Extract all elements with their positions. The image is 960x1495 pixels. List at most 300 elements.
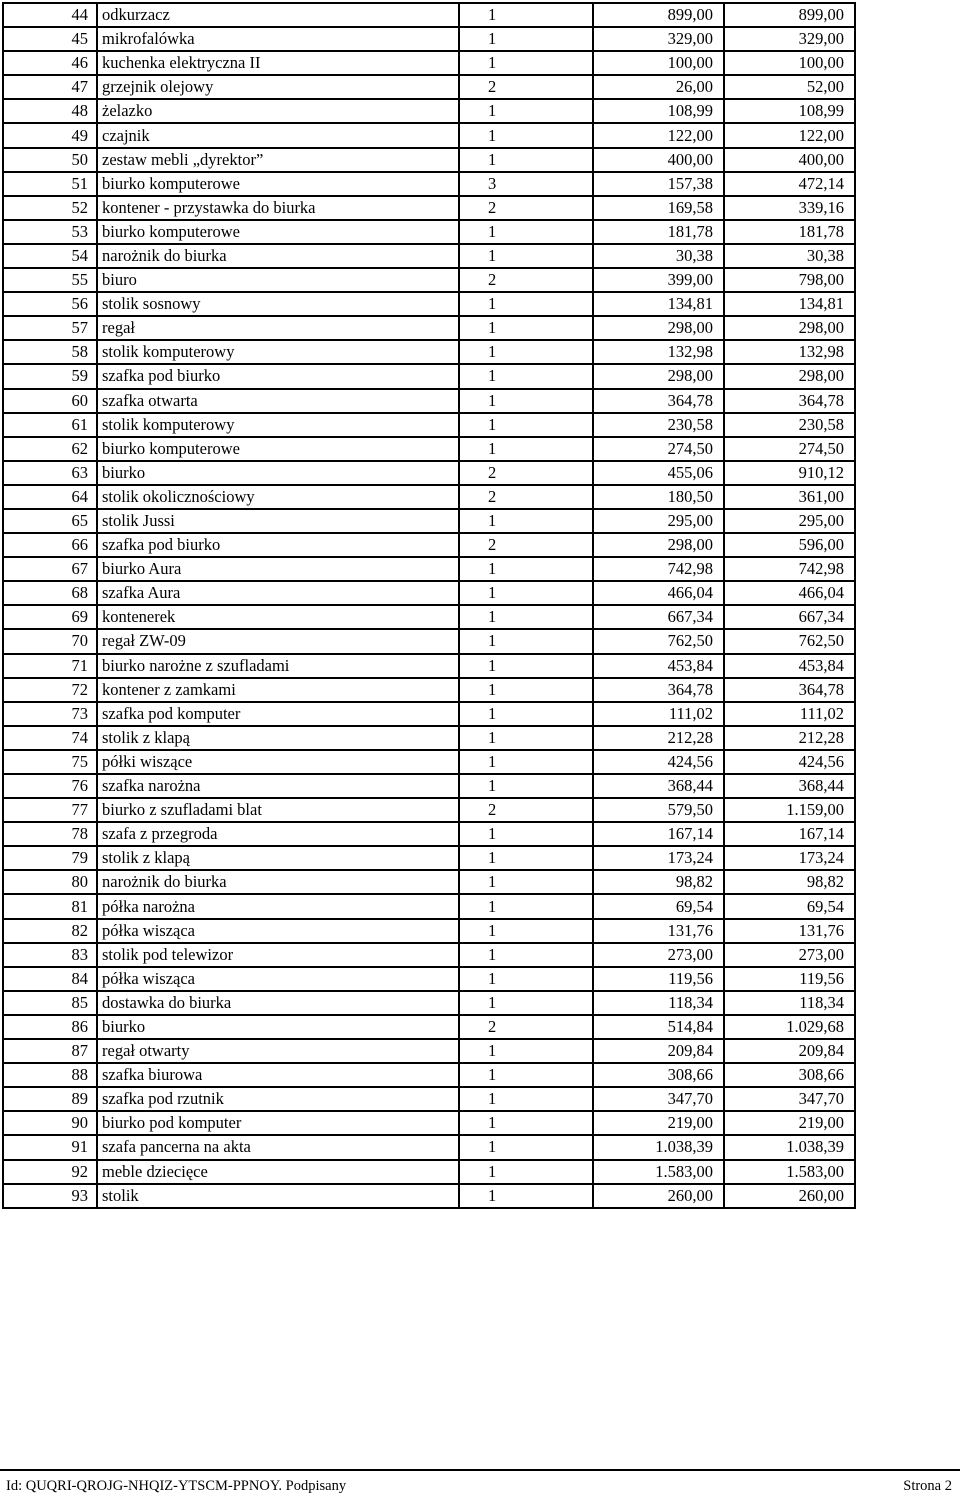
unit-price-cell: 69,54	[593, 894, 724, 918]
unit-price-cell: 212,28	[593, 726, 724, 750]
table-row	[3, 364, 855, 388]
quantity-cell: 1	[459, 726, 593, 750]
row-number-cell: 72	[3, 678, 97, 702]
quantity-cell: 1	[459, 822, 593, 846]
item-name-cell: biurko komputerowe	[97, 172, 459, 196]
total-value-cell: 132,98	[724, 340, 855, 364]
unit-price-cell: 209,84	[593, 1039, 724, 1063]
row-number-cell: 71	[3, 654, 97, 678]
total-value-cell: 131,76	[724, 919, 855, 943]
row-number-cell: 51	[3, 172, 97, 196]
item-name-cell: szafka otwarta	[97, 389, 459, 413]
quantity-cell: 2	[459, 798, 593, 822]
row-number-cell: 49	[3, 123, 97, 147]
item-name-cell: odkurzacz	[97, 3, 459, 27]
total-value-cell: 108,99	[724, 99, 855, 123]
quantity-cell: 1	[459, 870, 593, 894]
quantity-cell: 1	[459, 678, 593, 702]
row-number-cell: 55	[3, 268, 97, 292]
total-value-cell: 122,00	[724, 123, 855, 147]
total-value-cell: 167,14	[724, 822, 855, 846]
table-row	[3, 3, 855, 27]
table-row	[3, 485, 855, 509]
table-row	[3, 991, 855, 1015]
quantity-cell: 1	[459, 750, 593, 774]
item-name-cell: stolik komputerowy	[97, 340, 459, 364]
item-name-cell: biurko	[97, 1015, 459, 1039]
item-name-cell: narożnik do biurka	[97, 244, 459, 268]
row-number-cell: 61	[3, 413, 97, 437]
quantity-cell: 1	[459, 605, 593, 629]
row-number-cell: 46	[3, 51, 97, 75]
quantity-cell: 1	[459, 846, 593, 870]
item-name-cell: stolik z klapą	[97, 726, 459, 750]
quantity-cell: 1	[459, 1039, 593, 1063]
quantity-cell: 1	[459, 991, 593, 1015]
table-row	[3, 605, 855, 629]
table-row	[3, 1039, 855, 1063]
quantity-cell: 1	[459, 364, 593, 388]
item-name-cell: szafa pancerna na akta	[97, 1135, 459, 1159]
page-number: Strona 2	[903, 1478, 952, 1494]
row-number-cell: 85	[3, 991, 97, 1015]
table-row	[3, 509, 855, 533]
table-row	[3, 123, 855, 147]
row-number-cell: 87	[3, 1039, 97, 1063]
item-name-cell: meble dziecięce	[97, 1160, 459, 1184]
item-name-cell: szafka Aura	[97, 581, 459, 605]
item-name-cell: biurko pod komputer	[97, 1111, 459, 1135]
unit-price-cell: 260,00	[593, 1184, 724, 1208]
row-number-cell: 65	[3, 509, 97, 533]
row-number-cell: 88	[3, 1063, 97, 1087]
total-value-cell: 762,50	[724, 629, 855, 653]
total-value-cell: 899,00	[724, 3, 855, 27]
total-value-cell: 466,04	[724, 581, 855, 605]
item-name-cell: biurko komputerowe	[97, 437, 459, 461]
quantity-cell: 1	[459, 3, 593, 27]
document-id-signature: Id: QUQRI-QROJG-NHQIZ-YTSCM-PPNOY. Podpisany	[6, 1478, 347, 1494]
item-name-cell: biurko narożne z szufladami	[97, 654, 459, 678]
table-row	[3, 413, 855, 437]
unit-price-cell: 368,44	[593, 774, 724, 798]
quantity-cell: 2	[459, 196, 593, 220]
total-value-cell: 1.583,00	[724, 1160, 855, 1184]
row-number-cell: 64	[3, 485, 97, 509]
table-row	[3, 1184, 855, 1208]
row-number-cell: 75	[3, 750, 97, 774]
row-number-cell: 89	[3, 1087, 97, 1111]
total-value-cell: 667,34	[724, 605, 855, 629]
quantity-cell: 2	[459, 533, 593, 557]
total-value-cell: 181,78	[724, 220, 855, 244]
quantity-cell: 2	[459, 485, 593, 509]
row-number-cell: 48	[3, 99, 97, 123]
table-row	[3, 1135, 855, 1159]
quantity-cell: 1	[459, 220, 593, 244]
table-row	[3, 533, 855, 557]
table-row	[3, 654, 855, 678]
table-row	[3, 798, 855, 822]
table-row	[3, 726, 855, 750]
table-row	[3, 581, 855, 605]
unit-price-cell: 119,56	[593, 967, 724, 991]
unit-price-cell: 30,38	[593, 244, 724, 268]
total-value-cell: 209,84	[724, 1039, 855, 1063]
item-name-cell: półki wiszące	[97, 750, 459, 774]
total-value-cell: 742,98	[724, 557, 855, 581]
row-number-cell: 70	[3, 629, 97, 653]
item-name-cell: stolik	[97, 1184, 459, 1208]
row-number-cell: 44	[3, 3, 97, 27]
quantity-cell: 1	[459, 967, 593, 991]
total-value-cell: 173,24	[724, 846, 855, 870]
row-number-cell: 59	[3, 364, 97, 388]
item-name-cell: kontener z zamkami	[97, 678, 459, 702]
unit-price-cell: 131,76	[593, 919, 724, 943]
item-name-cell: kontener - przystawka do biurka	[97, 196, 459, 220]
row-number-cell: 73	[3, 702, 97, 726]
table-row	[3, 894, 855, 918]
row-number-cell: 80	[3, 870, 97, 894]
row-number-cell: 58	[3, 340, 97, 364]
item-name-cell: szafka pod biurko	[97, 533, 459, 557]
quantity-cell: 1	[459, 1111, 593, 1135]
quantity-cell: 1	[459, 413, 593, 437]
inventory-table-body	[3, 3, 855, 1208]
total-value-cell: 453,84	[724, 654, 855, 678]
table-row	[3, 99, 855, 123]
table-row	[3, 870, 855, 894]
item-name-cell: stolik pod telewizor	[97, 943, 459, 967]
table-row	[3, 268, 855, 292]
row-number-cell: 83	[3, 943, 97, 967]
unit-price-cell: 899,00	[593, 3, 724, 27]
table-row	[3, 919, 855, 943]
unit-price-cell: 180,50	[593, 485, 724, 509]
unit-price-cell: 579,50	[593, 798, 724, 822]
unit-price-cell: 1.038,39	[593, 1135, 724, 1159]
item-name-cell: stolik z klapą	[97, 846, 459, 870]
unit-price-cell: 157,38	[593, 172, 724, 196]
total-value-cell: 400,00	[724, 148, 855, 172]
total-value-cell: 100,00	[724, 51, 855, 75]
unit-price-cell: 100,00	[593, 51, 724, 75]
table-row	[3, 220, 855, 244]
item-name-cell: regał ZW-09	[97, 629, 459, 653]
total-value-cell: 308,66	[724, 1063, 855, 1087]
page-footer	[0, 1469, 960, 1495]
quantity-cell: 1	[459, 557, 593, 581]
unit-price-cell: 298,00	[593, 316, 724, 340]
row-number-cell: 78	[3, 822, 97, 846]
total-value-cell: 596,00	[724, 533, 855, 557]
item-name-cell: regał	[97, 316, 459, 340]
quantity-cell: 1	[459, 654, 593, 678]
item-name-cell: dostawka do biurka	[97, 991, 459, 1015]
item-name-cell: szafka pod rzutnik	[97, 1087, 459, 1111]
table-row	[3, 196, 855, 220]
table-row	[3, 1111, 855, 1135]
item-name-cell: biurko z szufladami blat	[97, 798, 459, 822]
quantity-cell: 2	[459, 461, 593, 485]
table-row	[3, 75, 855, 99]
total-value-cell: 118,34	[724, 991, 855, 1015]
total-value-cell: 1.029,68	[724, 1015, 855, 1039]
item-name-cell: półka wisząca	[97, 919, 459, 943]
total-value-cell: 329,00	[724, 27, 855, 51]
item-name-cell: półka narożna	[97, 894, 459, 918]
item-name-cell: żelazko	[97, 99, 459, 123]
item-name-cell: szafka narożna	[97, 774, 459, 798]
table-row	[3, 1160, 855, 1184]
unit-price-cell: 230,58	[593, 413, 724, 437]
item-name-cell: kuchenka elektryczna II	[97, 51, 459, 75]
row-number-cell: 76	[3, 774, 97, 798]
unit-price-cell: 298,00	[593, 533, 724, 557]
quantity-cell: 1	[459, 244, 593, 268]
row-number-cell: 53	[3, 220, 97, 244]
row-number-cell: 68	[3, 581, 97, 605]
row-number-cell: 67	[3, 557, 97, 581]
unit-price-cell: 329,00	[593, 27, 724, 51]
table-row	[3, 51, 855, 75]
total-value-cell: 273,00	[724, 943, 855, 967]
row-number-cell: 77	[3, 798, 97, 822]
row-number-cell: 45	[3, 27, 97, 51]
quantity-cell: 1	[459, 389, 593, 413]
quantity-cell: 1	[459, 581, 593, 605]
unit-price-cell: 219,00	[593, 1111, 724, 1135]
quantity-cell: 1	[459, 99, 593, 123]
quantity-cell: 1	[459, 1063, 593, 1087]
total-value-cell: 295,00	[724, 509, 855, 533]
unit-price-cell: 347,70	[593, 1087, 724, 1111]
unit-price-cell: 108,99	[593, 99, 724, 123]
unit-price-cell: 173,24	[593, 846, 724, 870]
unit-price-cell: 400,00	[593, 148, 724, 172]
total-value-cell: 910,12	[724, 461, 855, 485]
item-name-cell: szafka pod biurko	[97, 364, 459, 388]
table-row	[3, 340, 855, 364]
table-row	[3, 1015, 855, 1039]
item-name-cell: stolik Jussi	[97, 509, 459, 533]
total-value-cell: 798,00	[724, 268, 855, 292]
unit-price-cell: 98,82	[593, 870, 724, 894]
quantity-cell: 3	[459, 172, 593, 196]
item-name-cell: czajnik	[97, 123, 459, 147]
table-row	[3, 461, 855, 485]
quantity-cell: 2	[459, 268, 593, 292]
total-value-cell: 472,14	[724, 172, 855, 196]
row-number-cell: 52	[3, 196, 97, 220]
quantity-cell: 1	[459, 1135, 593, 1159]
unit-price-cell: 169,58	[593, 196, 724, 220]
item-name-cell: stolik okolicznościowy	[97, 485, 459, 509]
item-name-cell: półka wisząca	[97, 967, 459, 991]
item-name-cell: zestaw mebli „dyrektor”	[97, 148, 459, 172]
table-row	[3, 292, 855, 316]
quantity-cell: 1	[459, 123, 593, 147]
total-value-cell: 111,02	[724, 702, 855, 726]
total-value-cell: 1.159,00	[724, 798, 855, 822]
item-name-cell: stolik sosnowy	[97, 292, 459, 316]
table-row	[3, 437, 855, 461]
total-value-cell: 98,82	[724, 870, 855, 894]
row-number-cell: 74	[3, 726, 97, 750]
total-value-cell: 364,78	[724, 678, 855, 702]
row-number-cell: 57	[3, 316, 97, 340]
table-row	[3, 557, 855, 581]
unit-price-cell: 295,00	[593, 509, 724, 533]
row-number-cell: 66	[3, 533, 97, 557]
unit-price-cell: 274,50	[593, 437, 724, 461]
row-number-cell: 79	[3, 846, 97, 870]
table-row	[3, 822, 855, 846]
quantity-cell: 1	[459, 27, 593, 51]
row-number-cell: 54	[3, 244, 97, 268]
table-row	[3, 678, 855, 702]
total-value-cell: 230,58	[724, 413, 855, 437]
row-number-cell: 90	[3, 1111, 97, 1135]
unit-price-cell: 273,00	[593, 943, 724, 967]
unit-price-cell: 181,78	[593, 220, 724, 244]
total-value-cell: 30,38	[724, 244, 855, 268]
table-row	[3, 967, 855, 991]
total-value-cell: 298,00	[724, 316, 855, 340]
total-value-cell: 424,56	[724, 750, 855, 774]
quantity-cell: 1	[459, 51, 593, 75]
unit-price-cell: 308,66	[593, 1063, 724, 1087]
item-name-cell: regał otwarty	[97, 1039, 459, 1063]
quantity-cell: 2	[459, 1015, 593, 1039]
unit-price-cell: 167,14	[593, 822, 724, 846]
quantity-cell: 1	[459, 316, 593, 340]
row-number-cell: 81	[3, 894, 97, 918]
total-value-cell: 219,00	[724, 1111, 855, 1135]
quantity-cell: 1	[459, 1184, 593, 1208]
row-number-cell: 50	[3, 148, 97, 172]
unit-price-cell: 667,34	[593, 605, 724, 629]
total-value-cell: 368,44	[724, 774, 855, 798]
table-row	[3, 1063, 855, 1087]
table-row	[3, 943, 855, 967]
row-number-cell: 69	[3, 605, 97, 629]
total-value-cell: 274,50	[724, 437, 855, 461]
unit-price-cell: 762,50	[593, 629, 724, 653]
total-value-cell: 1.038,39	[724, 1135, 855, 1159]
item-name-cell: szafa z przegroda	[97, 822, 459, 846]
row-number-cell: 82	[3, 919, 97, 943]
total-value-cell: 134,81	[724, 292, 855, 316]
quantity-cell: 1	[459, 340, 593, 364]
item-name-cell: biuro	[97, 268, 459, 292]
unit-price-cell: 1.583,00	[593, 1160, 724, 1184]
row-number-cell: 93	[3, 1184, 97, 1208]
table-row	[3, 172, 855, 196]
item-name-cell: biurko komputerowe	[97, 220, 459, 244]
table-row	[3, 750, 855, 774]
item-name-cell: kontenerek	[97, 605, 459, 629]
item-name-cell: szafka biurowa	[97, 1063, 459, 1087]
table-row	[3, 1087, 855, 1111]
quantity-cell: 1	[459, 943, 593, 967]
item-name-cell: szafka pod komputer	[97, 702, 459, 726]
unit-price-cell: 514,84	[593, 1015, 724, 1039]
row-number-cell: 62	[3, 437, 97, 461]
unit-price-cell: 453,84	[593, 654, 724, 678]
total-value-cell: 69,54	[724, 894, 855, 918]
total-value-cell: 364,78	[724, 389, 855, 413]
item-name-cell: grzejnik olejowy	[97, 75, 459, 99]
item-name-cell: biurko	[97, 461, 459, 485]
inventory-table	[2, 2, 856, 1209]
quantity-cell: 1	[459, 894, 593, 918]
table-row	[3, 702, 855, 726]
total-value-cell: 260,00	[724, 1184, 855, 1208]
table-row	[3, 846, 855, 870]
unit-price-cell: 134,81	[593, 292, 724, 316]
row-number-cell: 92	[3, 1160, 97, 1184]
row-number-cell: 91	[3, 1135, 97, 1159]
unit-price-cell: 466,04	[593, 581, 724, 605]
quantity-cell: 1	[459, 292, 593, 316]
item-name-cell: stolik komputerowy	[97, 413, 459, 437]
row-number-cell: 84	[3, 967, 97, 991]
item-name-cell: biurko Aura	[97, 557, 459, 581]
quantity-cell: 1	[459, 509, 593, 533]
total-value-cell: 361,00	[724, 485, 855, 509]
table-row	[3, 389, 855, 413]
unit-price-cell: 111,02	[593, 702, 724, 726]
unit-price-cell: 742,98	[593, 557, 724, 581]
row-number-cell: 56	[3, 292, 97, 316]
total-value-cell: 347,70	[724, 1087, 855, 1111]
total-value-cell: 298,00	[724, 364, 855, 388]
quantity-cell: 1	[459, 629, 593, 653]
unit-price-cell: 122,00	[593, 123, 724, 147]
quantity-cell: 1	[459, 1160, 593, 1184]
unit-price-cell: 132,98	[593, 340, 724, 364]
total-value-cell: 119,56	[724, 967, 855, 991]
table-row	[3, 316, 855, 340]
unit-price-cell: 298,00	[593, 364, 724, 388]
unit-price-cell: 455,06	[593, 461, 724, 485]
table-row	[3, 629, 855, 653]
quantity-cell: 1	[459, 774, 593, 798]
quantity-cell: 1	[459, 919, 593, 943]
quantity-cell: 2	[459, 75, 593, 99]
table-row	[3, 774, 855, 798]
unit-price-cell: 118,34	[593, 991, 724, 1015]
total-value-cell: 212,28	[724, 726, 855, 750]
quantity-cell: 1	[459, 148, 593, 172]
table-row	[3, 27, 855, 51]
row-number-cell: 60	[3, 389, 97, 413]
unit-price-cell: 364,78	[593, 389, 724, 413]
unit-price-cell: 26,00	[593, 75, 724, 99]
table-row	[3, 244, 855, 268]
quantity-cell: 1	[459, 702, 593, 726]
item-name-cell: mikrofalówka	[97, 27, 459, 51]
row-number-cell: 47	[3, 75, 97, 99]
quantity-cell: 1	[459, 1087, 593, 1111]
unit-price-cell: 364,78	[593, 678, 724, 702]
unit-price-cell: 424,56	[593, 750, 724, 774]
item-name-cell: narożnik do biurka	[97, 870, 459, 894]
quantity-cell: 1	[459, 437, 593, 461]
unit-price-cell: 399,00	[593, 268, 724, 292]
